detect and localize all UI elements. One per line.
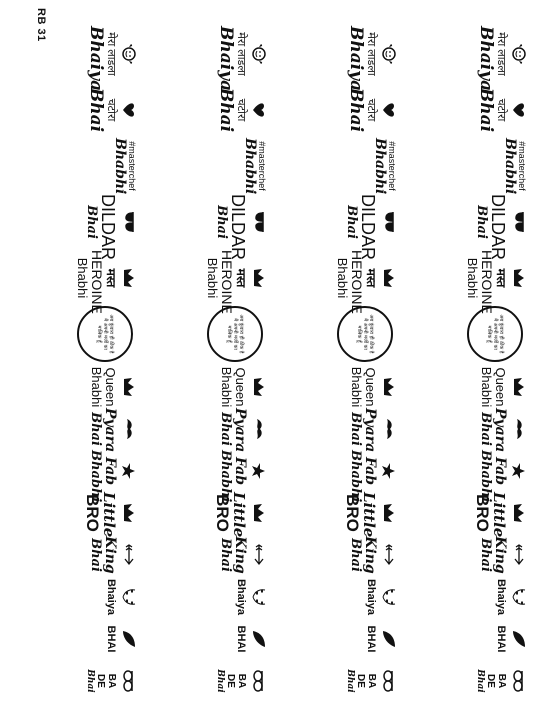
sticker-line-1: DILDAR (358, 194, 378, 261)
heart-icon (251, 98, 267, 122)
sticker-line-1: King (492, 536, 508, 574)
smiley-with-drops-icon (381, 42, 397, 66)
sticker-line-1: BA (236, 673, 247, 689)
sticker-left-4-1 (403, 194, 527, 261)
sticker-right-5-4 (13, 534, 137, 576)
sticker-line-1: Fab (492, 456, 508, 486)
sticker-line-2: Bhai (348, 538, 363, 572)
left-row-4 (0, 194, 533, 261)
sticker-line-1: DILDAR (488, 194, 508, 261)
sticker-right-7-3 (143, 618, 267, 660)
sticker-left-6-1 (403, 306, 527, 362)
left-row-5 (0, 250, 533, 314)
right-row-3 (0, 450, 533, 503)
sticker-line-2: HEROINE (219, 250, 235, 314)
sticker-right-1-1 (403, 366, 527, 408)
sticker-line-2: Bhai (84, 205, 99, 239)
sticker-line-2: Bhai (88, 538, 103, 572)
sticker-right-4-3 (143, 492, 267, 538)
sticker-right-5-2 (273, 534, 397, 576)
sticker-line-1: King (362, 536, 378, 574)
sticker-line-2: Bhai (344, 205, 359, 239)
sticker-line-3: Bhabhi (465, 257, 480, 299)
sticker-line-2: Bhai (218, 538, 233, 572)
sticker-right-2-3 (143, 408, 267, 453)
sticker-line-1: BA (366, 673, 377, 689)
sticker-line-1: Bhaiya (105, 578, 117, 616)
sticker-line-2: BRO (343, 494, 362, 532)
arrow-icon (381, 543, 397, 567)
sticker-line-2: Bhai (216, 87, 236, 133)
seal-badge (207, 306, 263, 362)
sticker-line-2: Bhai (88, 412, 103, 446)
sticker-line-2: Bhai (86, 87, 106, 133)
mustache-icon (121, 417, 137, 441)
sticker-left-1-1 (403, 26, 527, 92)
leaf-icon (121, 627, 137, 651)
sticker-line-2: Bhaiya (346, 26, 366, 92)
sticker-right-3-3 (143, 450, 267, 503)
left-row-6 (0, 306, 533, 362)
sticker-right-2-2 (273, 408, 397, 453)
leaf-icon (251, 627, 267, 651)
sticker-line-2: Bhabhi (112, 138, 128, 195)
sticker-left-6-2 (273, 306, 397, 362)
crown-icon (511, 375, 527, 399)
sticker-line-2: Bhabhi (372, 138, 388, 195)
sticker-left-3-4 (13, 138, 137, 194)
sticker-line-2: Bhabhi (348, 450, 363, 503)
sticker-right-8-2 (273, 660, 397, 702)
sticker-line-2: Bhai (474, 205, 489, 239)
sticker-line-1: King (232, 536, 248, 574)
glasses-icon (251, 669, 267, 693)
crown-icon (381, 375, 397, 399)
arrow-icon (121, 543, 137, 567)
sticker-line-1: चटोरा (495, 98, 507, 122)
leaf-icon (511, 627, 527, 651)
sticker-line-1: #masterchef (387, 141, 397, 191)
sticker-line-2: Bhai (214, 205, 229, 239)
sticker-line-2: Bhai (346, 87, 366, 133)
sticker-right-6-3 (143, 576, 267, 618)
sticker-line-1: Bhaiya (495, 578, 507, 616)
sticker-line-1: BHAI (365, 625, 377, 653)
seal-text: अब कुंवारा ही ठीक है मैं अपनी मर्जी का मालिक हूँ (486, 314, 504, 354)
smiley-with-drops-icon (121, 42, 137, 66)
sticker-right-6-4 (13, 576, 137, 618)
arrow-icon (251, 543, 267, 567)
sticker-right-2-4 (13, 408, 137, 453)
sticker-line-1: #masterchef (517, 141, 527, 191)
sticker-line-1: मस्त (494, 268, 508, 288)
seal-badge (337, 306, 393, 362)
sticker-left-4-2 (273, 194, 397, 261)
sticker-line-1: Little (490, 492, 508, 538)
sticker-left-3-3 (143, 138, 267, 194)
sticker-left-1-4 (13, 26, 137, 92)
sticker-left-3-2 (273, 138, 397, 194)
sticker-right-4-1 (403, 492, 527, 538)
right-row-1 (0, 366, 533, 408)
seal-text: अब कुंवारा ही ठीक है मैं अपनी मर्जी का मालिक हूँ (226, 314, 244, 354)
sticker-line-1: Little (100, 492, 118, 538)
sticker-left-6-3 (143, 306, 267, 362)
sticker-line-2: Bhabhi (349, 366, 364, 408)
sticker-right-3-1 (403, 450, 527, 503)
sticker-line-3: Bhai (215, 669, 225, 693)
heart-icon (511, 98, 527, 122)
glasses-icon (381, 669, 397, 693)
leaf-icon (381, 627, 397, 651)
sticker-right-8-1 (403, 660, 527, 702)
sticker-line-1: Pyara (362, 408, 378, 453)
sticker-right-6-1 (403, 576, 527, 618)
sticker-line-2: Bhai (348, 412, 363, 446)
sticker-left-5-1 (403, 250, 527, 314)
star-icon (381, 459, 397, 483)
sticker-left-1-2 (273, 26, 397, 92)
crown-icon (251, 501, 267, 525)
mustache-icon (381, 417, 397, 441)
sticker-right-1-2 (273, 366, 397, 408)
sticker-line-1: Little (230, 492, 248, 538)
crown-icon (121, 375, 137, 399)
sticker-line-1: Queen (493, 367, 508, 407)
sticker-right-2-1 (403, 408, 527, 453)
sticker-right-7-2 (273, 618, 397, 660)
heart-icon (381, 98, 397, 122)
sticker-line-1: Fab (102, 456, 118, 486)
laurel-icon (121, 585, 137, 609)
crown-icon (121, 266, 137, 290)
right-row-8 (0, 660, 533, 702)
sticker-right-8-4 (13, 660, 137, 702)
sticker-right-4-4 (13, 492, 137, 538)
crown-icon (381, 266, 397, 290)
sticker-left-1-3 (143, 26, 267, 92)
sticker-grid (0, 26, 533, 706)
sticker-line-2: DE (485, 674, 496, 688)
heart-icon (121, 98, 137, 122)
sticker-line-2: Bhabhi (479, 366, 494, 408)
sticker-line-1: Bhaiya (365, 578, 377, 616)
sticker-right-5-3 (143, 534, 267, 576)
sticker-line-2: Bhabhi (478, 450, 493, 503)
laurel-icon (381, 585, 397, 609)
sticker-line-1: #masterchef (257, 141, 267, 191)
sticker-left-6-4 (13, 306, 137, 362)
sticker-line-1: Queen (103, 367, 118, 407)
right-row-2 (0, 408, 533, 453)
crown-icon (121, 501, 137, 525)
sticker-line-2: Bhai (478, 412, 493, 446)
sticker-line-2: Bhabhi (219, 366, 234, 408)
sticker-left-2-2 (273, 82, 397, 138)
sticker-line-1: #masterchef (127, 141, 137, 191)
star-icon (121, 459, 137, 483)
sticker-line-1: चटोरा (105, 98, 117, 122)
sticker-line-1: Queen (363, 367, 378, 407)
sticker-line-1: Fab (362, 456, 378, 486)
sticker-line-2: Bhabhi (242, 138, 258, 195)
sticker-right-6-2 (273, 576, 397, 618)
sticker-left-2-4 (13, 82, 137, 138)
sticker-line-1: Fab (232, 456, 248, 486)
right-row-4 (0, 492, 533, 538)
sticker-line-3: Bhai (85, 669, 95, 693)
sticker-left-4-4 (13, 194, 137, 261)
sticker-line-3: Bhai (475, 669, 485, 693)
glasses-icon (511, 669, 527, 693)
sticker-line-2: DE (225, 674, 236, 688)
crown-icon (381, 501, 397, 525)
sticker-line-1: मस्त (364, 268, 378, 288)
sticker-line-2: DE (95, 674, 106, 688)
sticker-line-2: Bhabhi (502, 138, 518, 195)
seal-badge (467, 306, 523, 362)
mustache-icon (251, 417, 267, 441)
seal-text: अब कुंवारा ही ठीक है मैं अपनी मर्जी का मालिक हूँ (96, 314, 114, 354)
sticker-line-1: Pyara (102, 408, 118, 453)
sticker-left-3-1 (403, 138, 527, 194)
right-row-5 (0, 534, 533, 576)
sticker-line-2: Bhaiya (86, 26, 106, 92)
sticker-left-2-1 (403, 82, 527, 138)
sticker-line-2: Bhaiya (476, 26, 496, 92)
glasses-icon (121, 669, 137, 693)
sticker-line-1: BHAI (105, 625, 117, 653)
sticker-line-2: HEROINE (479, 250, 495, 314)
arrow-icon (511, 543, 527, 567)
sticker-line-2: BRO (83, 494, 102, 532)
sticker-left-4-3 (143, 194, 267, 261)
sticker-line-1: चटोरा (365, 98, 377, 122)
sticker-right-1-4 (13, 366, 137, 408)
sticker-line-2: Bhabhi (88, 450, 103, 503)
sticker-line-1: मस्त (234, 268, 248, 288)
left-row-3 (0, 138, 533, 194)
sticker-right-7-4 (13, 618, 137, 660)
sticker-line-2: Bhai (476, 87, 496, 133)
sticker-right-3-2 (273, 450, 397, 503)
sticker-line-1: King (102, 536, 118, 574)
sticker-line-3: Bhabhi (335, 257, 350, 299)
laurel-icon (511, 585, 527, 609)
seal-text: अब कुंवारा ही ठीक है मैं अपनी मर्जी का मालिक हूँ (356, 314, 374, 354)
sticker-line-2: BRO (213, 494, 232, 532)
sticker-right-8-3 (143, 660, 267, 702)
sticker-left-5-3 (143, 250, 267, 314)
smiley-with-drops-icon (511, 42, 527, 66)
sunglasses-icon (121, 210, 137, 234)
crown-icon (511, 501, 527, 525)
sticker-line-2: Bhai (478, 538, 493, 572)
sticker-line-1: मेरा लाडला (105, 32, 117, 76)
seal-badge (77, 306, 133, 362)
sunglasses-icon (381, 210, 397, 234)
sticker-line-2: HEROINE (89, 250, 105, 314)
sticker-line-1: BA (496, 673, 507, 689)
laurel-icon (251, 585, 267, 609)
sticker-line-1: चटोरा (235, 98, 247, 122)
sticker-line-1: Little (360, 492, 378, 538)
sticker-line-1: DILDAR (228, 194, 248, 261)
sticker-right-7-1 (403, 618, 527, 660)
sticker-right-5-1 (403, 534, 527, 576)
sheet-code: RB 31 (35, 8, 47, 42)
star-icon (251, 459, 267, 483)
sunglasses-icon (511, 210, 527, 234)
sticker-line-1: BHAI (235, 625, 247, 653)
sticker-line-1: मेरा लाडला (495, 32, 507, 76)
right-row-7 (0, 618, 533, 660)
smiley-with-drops-icon (251, 42, 267, 66)
crown-icon (511, 266, 527, 290)
sticker-line-3: Bhai (345, 669, 355, 693)
sticker-line-2: HEROINE (349, 250, 365, 314)
sticker-line-1: मेरा लाडला (365, 32, 377, 76)
sticker-left-2-3 (143, 82, 267, 138)
sticker-line-1: Queen (233, 367, 248, 407)
sticker-line-2: Bhaiya (216, 26, 236, 92)
star-icon (511, 459, 527, 483)
mustache-icon (511, 417, 527, 441)
left-row-1 (0, 26, 533, 92)
sticker-line-3: Bhabhi (75, 257, 90, 299)
right-row-6 (0, 576, 533, 618)
sticker-left-5-4 (13, 250, 137, 314)
sticker-line-1: DILDAR (98, 194, 118, 261)
sticker-line-1: मस्त (104, 268, 118, 288)
crown-icon (251, 266, 267, 290)
sticker-line-1: Bhaiya (235, 578, 247, 616)
sticker-right-1-3 (143, 366, 267, 408)
sticker-line-2: Bhabhi (218, 450, 233, 503)
crown-icon (251, 375, 267, 399)
sticker-left-5-2 (273, 250, 397, 314)
sticker-line-3: Bhabhi (205, 257, 220, 299)
sticker-right-3-4 (13, 450, 137, 503)
sticker-line-1: BHAI (495, 625, 507, 653)
sticker-line-2: DE (355, 674, 366, 688)
sticker-line-1: Pyara (492, 408, 508, 453)
sticker-right-4-2 (273, 492, 397, 538)
sticker-line-1: मेरा लाडला (235, 32, 247, 76)
sunglasses-icon (251, 210, 267, 234)
sticker-line-2: Bhai (218, 412, 233, 446)
sticker-line-1: Pyara (232, 408, 248, 453)
sticker-line-2: BRO (473, 494, 492, 532)
sticker-line-1: BA (106, 673, 117, 689)
left-row-2 (0, 82, 533, 138)
sticker-line-2: Bhabhi (89, 366, 104, 408)
